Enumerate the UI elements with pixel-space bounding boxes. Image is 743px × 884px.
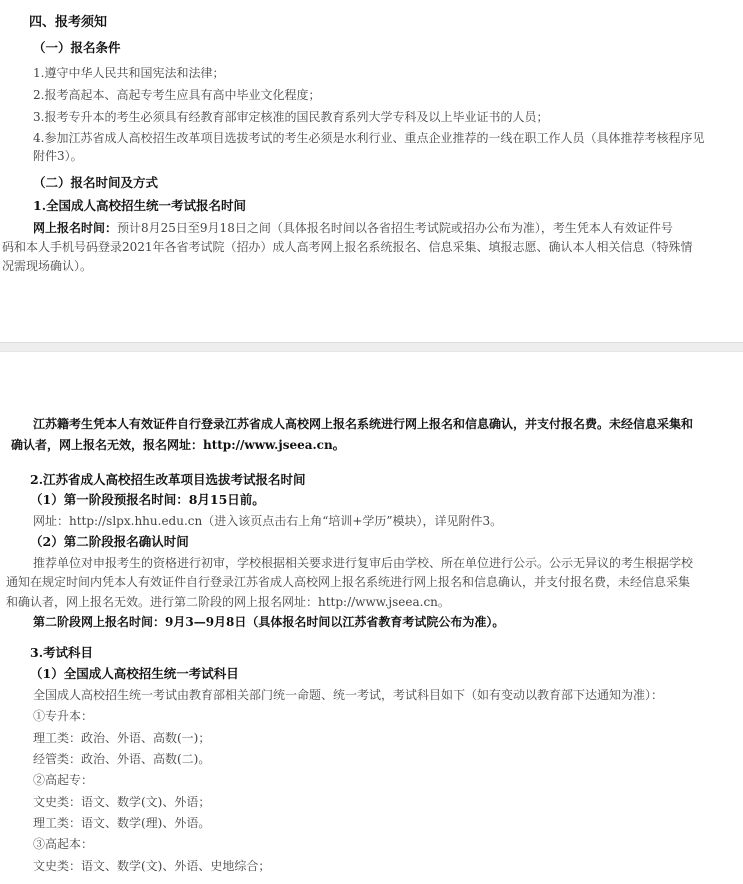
online-line-2: 码和本人手机号码登录2021年各省考试院（招办）成人高考网上报名系统报名、信息采集、填报志愿、确认本人相关信息（特殊情	[2, 240, 693, 254]
phase-2-line-2: 通知在规定时间内凭本人有效证件自行登录江苏省成人高校网上报名系统进行网上报名和信息确认，并支付报名费，未经信息采集	[6, 575, 691, 589]
phase-2-line-1: 推荐单位对申报考生的资格进行初审，学校根据相关要求进行复审后由学校、所在单位进行公示。公示无异议的考生根据学校	[33, 556, 694, 570]
phase-2-title: （2）第二阶段报名确认时间	[30, 534, 189, 549]
subject-line-7: ③高起本：	[33, 837, 94, 851]
phase-2-time: 第二阶段网上报名时间：9月3—9月8日（具体报名时间以江苏省教育考试院公布为准）。	[33, 615, 505, 629]
condition-item-4-cont: 附件3）。	[33, 149, 83, 163]
jiangsu-note-line-1: 江苏籍考生凭本人有效证件自行登录江苏省成人高校网上报名系统进行网上报名和信息确认，并支付报名费。未经信息采集和	[33, 417, 694, 431]
phase-1-title: （1）第一阶段预报名时间：8月15日前。	[30, 492, 265, 507]
subject-line-5: 文史类：语文、数学(文)、外语；	[33, 795, 211, 809]
online-line-3: 况需现场确认）。	[2, 259, 93, 273]
condition-item-2: 2.报考高起本、高起专考生应具有高中毕业文化程度；	[33, 88, 321, 102]
subject-line-6: 理工类：语文、数学(理)、外语。	[33, 816, 211, 830]
national-exam-time-title: 1.全国成人高校招生统一考试报名时间	[33, 198, 247, 213]
subsection-time-title: （二）报名时间及方式	[33, 175, 159, 190]
subject-line-4: ②高起专：	[33, 773, 94, 787]
subject-line-8: 文史类：语文、数学(文)、外语、史地综合；	[33, 859, 271, 873]
section-4-title: 四、报考须知	[29, 15, 108, 30]
subject-line-2: 理工类：政治、外语、高数(一)；	[33, 731, 211, 745]
reform-exam-time-title: 2.江苏省成人高校招生改革项目选拔考试报名时间	[30, 472, 306, 487]
online-line-1: 预计8月25日至9月18日之间（具体报名时间以各省招生考试院或招办公布为准），考生凭本人有效证件号	[117, 221, 673, 235]
condition-item-4: 4.参加江苏省成人高校招生改革项目选拔考试的考生必须是水利行业、重点企业推荐的一线在职工作人员（具体推荐考核程序见	[33, 131, 705, 145]
phase-1-text: 网址：http://slpx.hhu.edu.cn（进入该页点击右上角“培训+学历”模块），详见附件3。	[33, 514, 503, 528]
subsection-conditions-title: （一）报名条件	[33, 40, 121, 55]
subject-line-3: 经管类：政治、外语、高数(二)。	[33, 752, 211, 766]
online-registration-para	[33, 219, 673, 237]
condition-item-1: 1.遵守中华人民共和国宪法和法律；	[33, 66, 225, 80]
national-subjects-title: （1）全国成人高校招生统一考试科目	[30, 666, 239, 681]
phase-2-line-3: 和确认者，网上报名无效。进行第二阶段的网上报名网址：http://www.jseea.cn。	[6, 595, 450, 609]
national-subjects-intro: 全国成人高校招生统一考试由教育部相关部门统一命题、统一考试，考试科目如下（如有变动以教育部下达通知为准）：	[33, 688, 664, 702]
jiangsu-note-line-2: 确认者，网上报名无效，报名网址：http://www.jseea.cn。	[11, 438, 345, 452]
page-separator	[0, 342, 743, 352]
online-label: 网上报名时间：	[33, 221, 118, 235]
condition-item-3: 3.报考专升本的考生必须具有经教育部审定核准的国民教育系列大学专科及以上毕业证书的人员；	[33, 110, 549, 124]
subject-line-1: ①专升本：	[33, 709, 94, 723]
exam-subjects-title: 3.考试科目	[30, 645, 94, 660]
